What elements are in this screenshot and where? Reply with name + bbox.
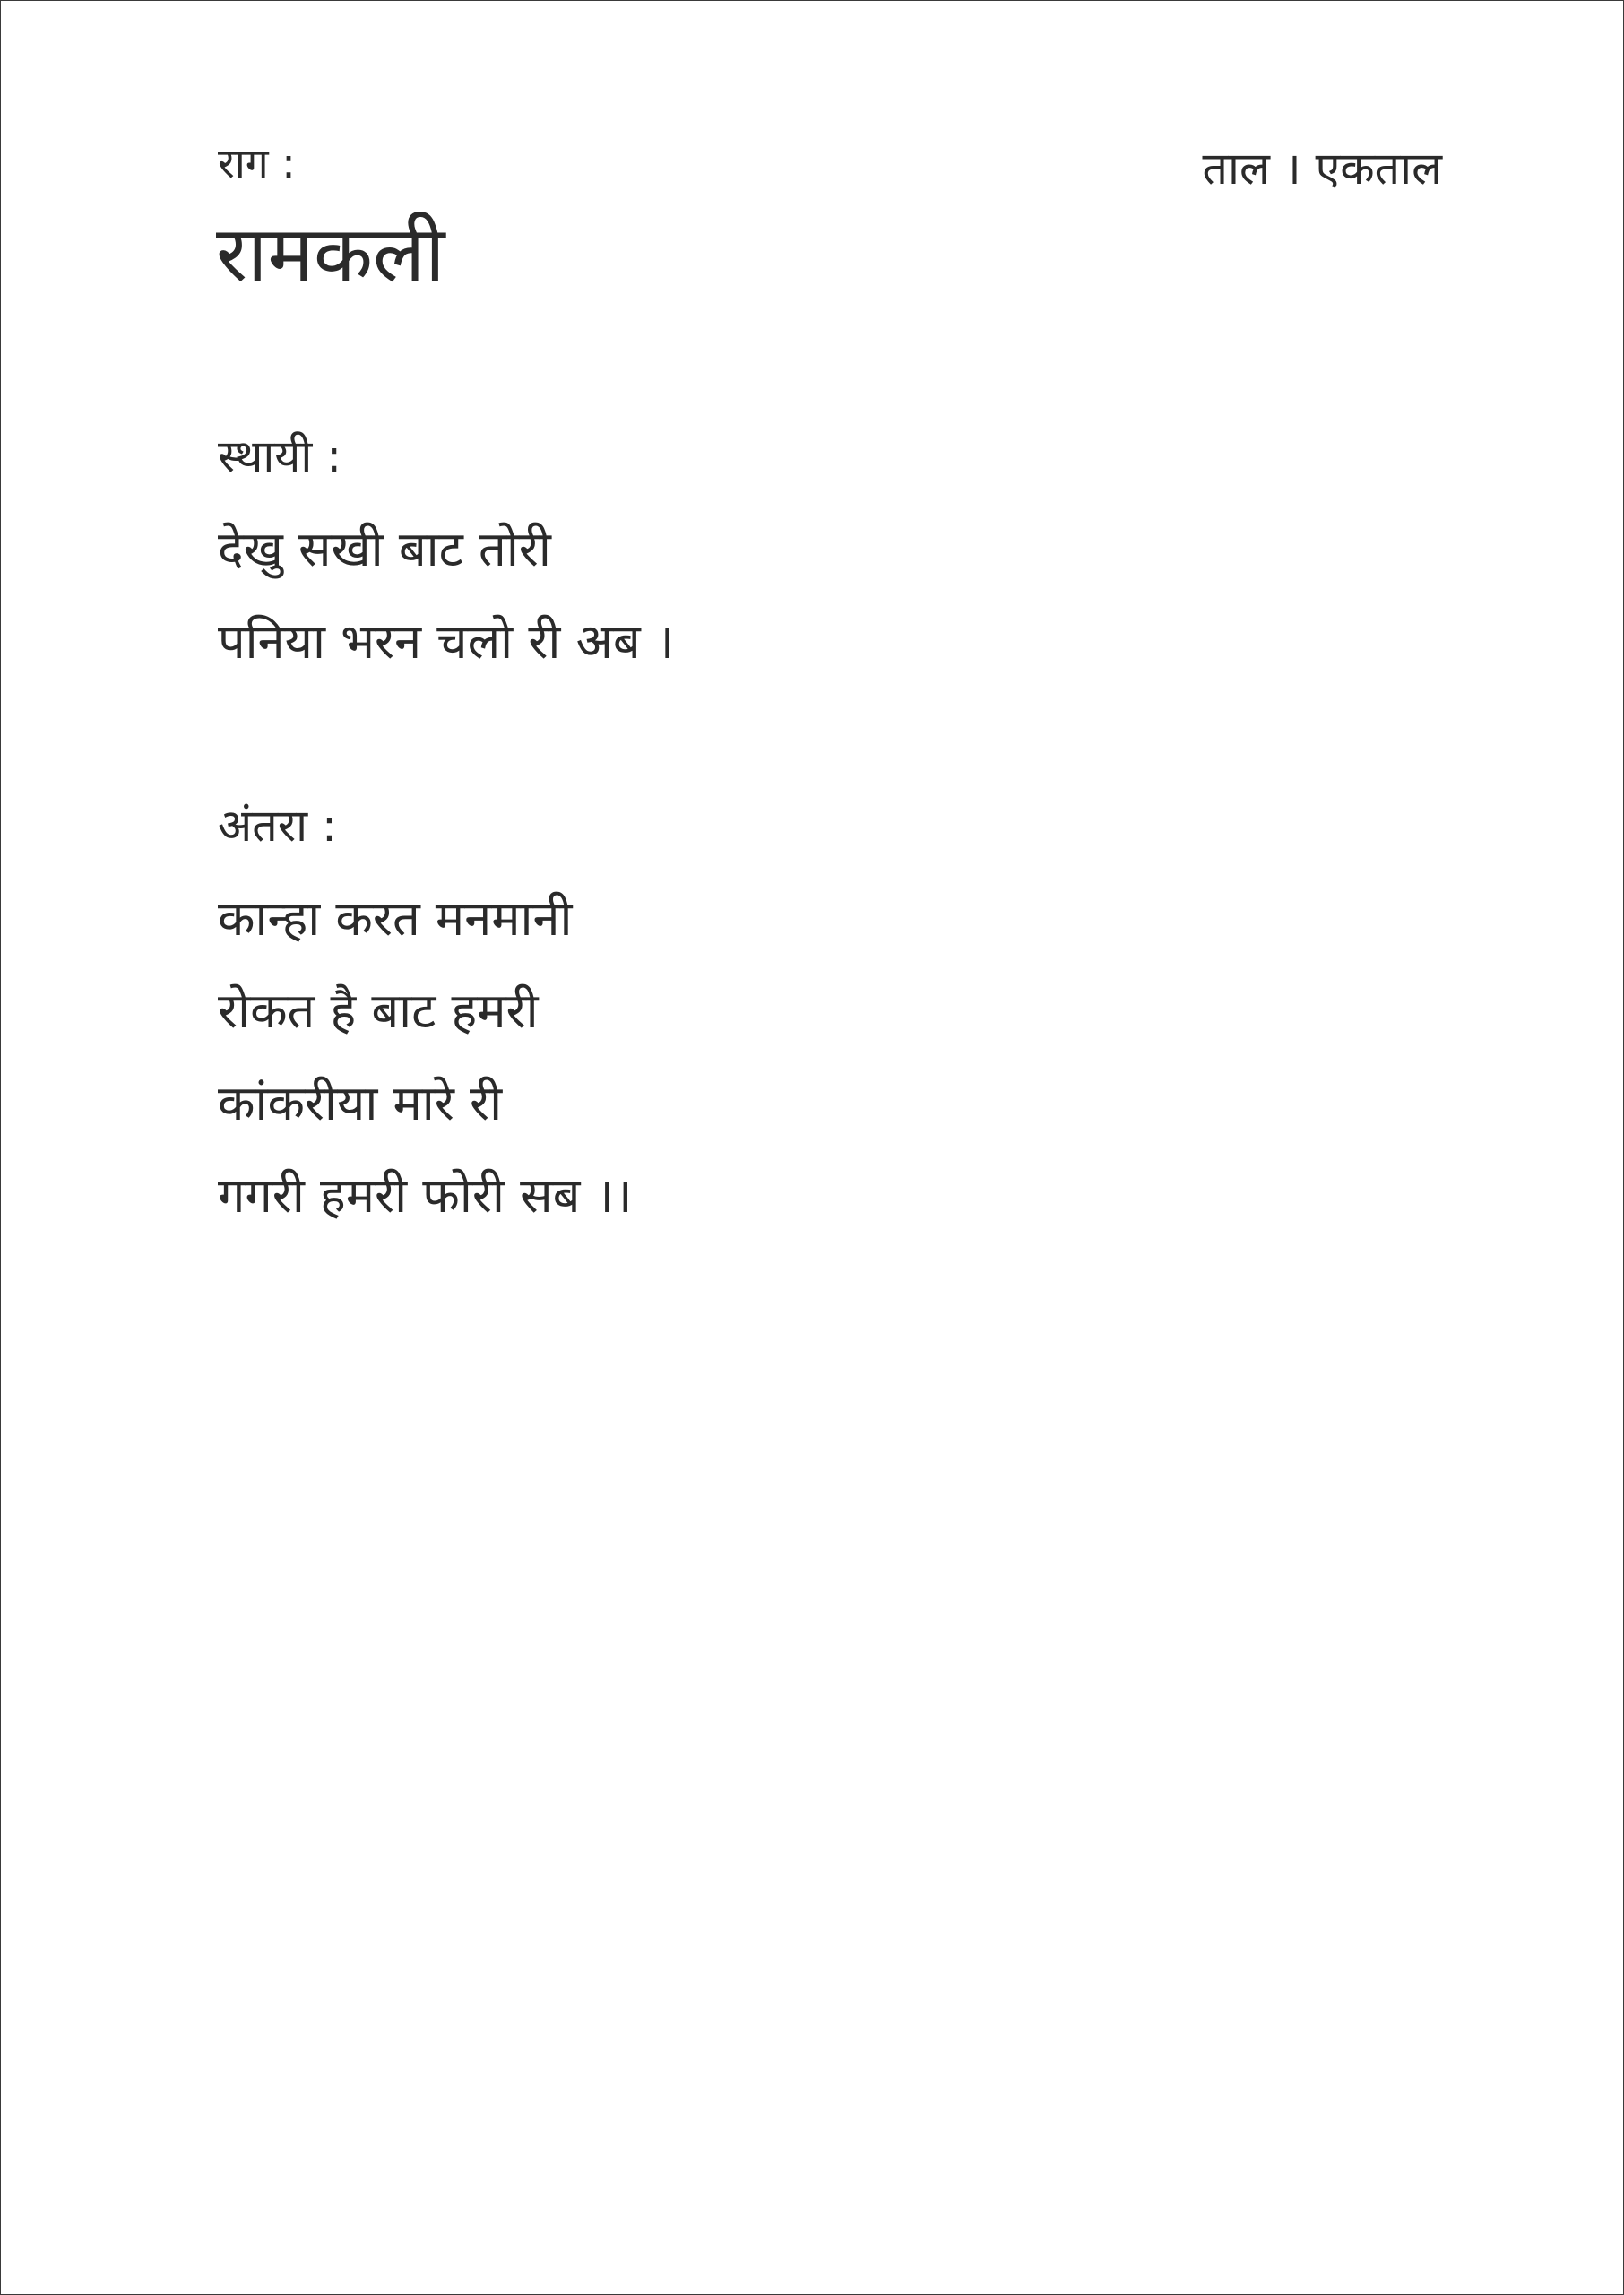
antara-heading: अंतरा : <box>218 800 337 852</box>
sthayi-line-2: पनिया भरन चलो री अब । <box>218 613 675 670</box>
antara-section <box>218 799 633 1260</box>
antara-line-4: गगरी हमरी फोरी सब ।। <box>218 1167 633 1224</box>
antara-line-1: कान्हा करत मनमानी <box>218 890 573 947</box>
antara-line-2: रोकत है बाट हमरी <box>218 983 539 1039</box>
raag-title: रामकली <box>216 210 445 299</box>
taal-label: ताल । एकताल <box>1202 143 1442 195</box>
sthayi-heading: स्थायी : <box>218 430 342 482</box>
antara-line-3: कांकरीया मारे री <box>218 1075 503 1131</box>
sthayi-line-1: देखु सखी बाट तोरी <box>218 521 551 577</box>
sthayi-section <box>218 429 674 706</box>
raag-label: राग : <box>218 139 296 187</box>
